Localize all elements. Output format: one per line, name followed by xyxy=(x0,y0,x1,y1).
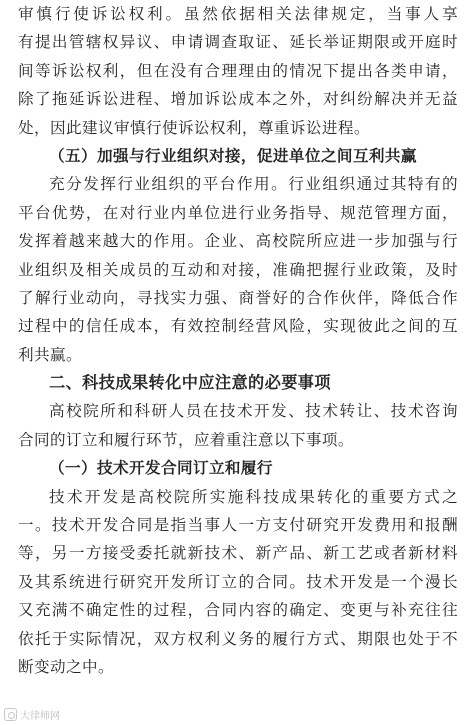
text-line: 处，因此建议审慎行使诉讼权利，尊重诉讼进程。 xyxy=(18,118,370,137)
logo-icon xyxy=(4,708,17,721)
text-line: 断变动之中。 xyxy=(18,657,114,676)
text-line: 充分发挥行业组织的平台作用。行业组织通过其特有的 xyxy=(49,175,458,194)
section-subheading: （一）技术开发合同订立和履行 xyxy=(49,459,273,478)
text-line: 业组织及相关成员的互动和对接，准确把握行业政策，及时 xyxy=(18,260,458,279)
text-line: 发挥着越来越大的作用。企业、高校院所应进一步加强与行 xyxy=(18,232,458,251)
text-line: 有提出管辖权异议、申请调查取证、延长举证期限或开庭时 xyxy=(18,33,458,52)
text-line: 技术开发是高校院所实施科技成果转化的重要方式之 xyxy=(49,487,458,506)
text-line: 及其系统进行研究开发所订立的合同。技术开发是一个漫长 xyxy=(18,572,458,591)
paragraph xyxy=(18,170,458,369)
document-page xyxy=(18,0,458,681)
text-line: 又充满不确定性的过程，合同内容的确定、变更与补充往往 xyxy=(18,601,458,620)
paragraph-continuation xyxy=(18,0,458,142)
text-line: 依托于实际情况，双方权利义务的履行方式、期限也处于不 xyxy=(18,629,458,648)
text-line: 利共赢。 xyxy=(18,345,82,364)
text-line: 除了拖延诉讼进程、增加诉讼成本之外，对纠纷解决并无益 xyxy=(18,90,458,109)
paragraph xyxy=(18,397,458,454)
watermark-text: 大律师网 xyxy=(20,710,60,722)
text-line: 合同的订立和履行环节，应着重注意以下事项。 xyxy=(18,430,354,449)
text-line: 审慎行使诉讼权利。虽然依据相关法律规定，当事人享 xyxy=(18,5,458,23)
text-line: 平台优势，在对行业内单位进行业务指导、规范管理方面， xyxy=(18,203,458,222)
text-line: 过程中的信任成本，有效控制经营风险，实现彼此之间的互 xyxy=(18,317,458,336)
paragraph xyxy=(18,483,458,682)
text-line: 等，另一方接受委托就新技术、新产品、新工艺或者新材料 xyxy=(18,544,458,563)
text-line: 了解行业动向，寻找实力强、商誉好的合作伙伴，降低合作 xyxy=(18,288,458,307)
text-line: 一。技术开发合同是指当事人一方支付研究开发费用和报酬 xyxy=(18,516,458,535)
watermark xyxy=(4,706,60,722)
section-heading: 二、科技成果转化中应注意的必要事项 xyxy=(49,373,331,393)
text-line: 高校院所和科研人员在技术开发、技术转让、技术咨询 xyxy=(49,402,458,421)
section-subheading: （五）加强与行业组织对接，促进单位之间互利共赢 xyxy=(49,146,417,165)
text-line: 间等诉讼权利，但在没有合理理由的情况下提出各类申请， xyxy=(18,61,458,80)
